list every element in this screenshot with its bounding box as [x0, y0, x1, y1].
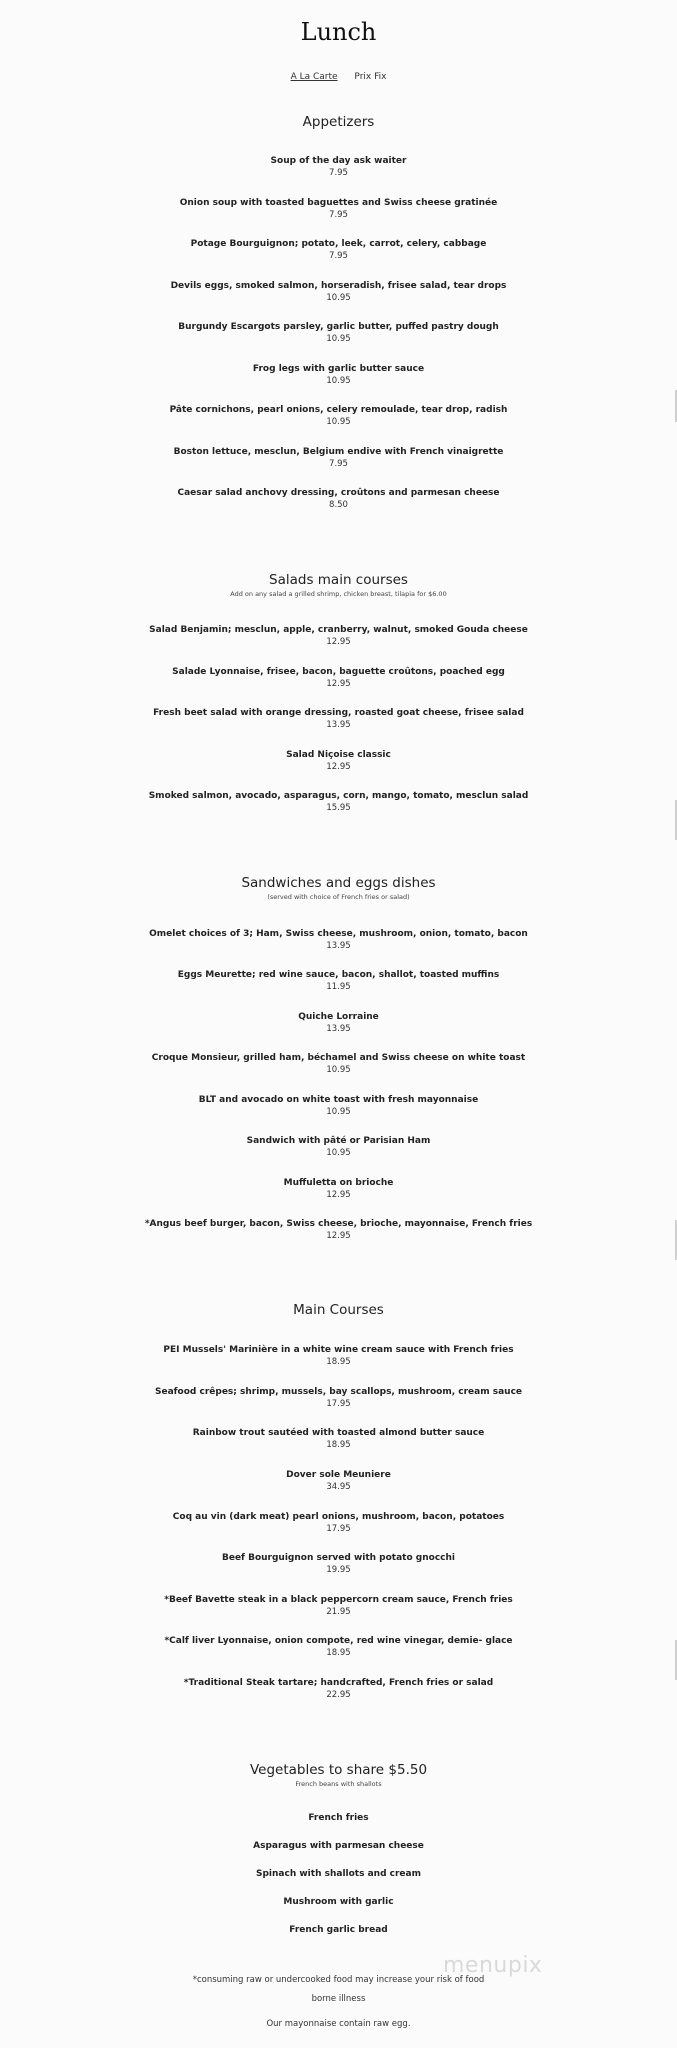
item-price: 34.95 [326, 1482, 351, 1492]
item-name: Salad Benjamin; mesclun, apple, cranberry, walnut, smoked Gouda cheese [149, 625, 528, 635]
menu-item [0, 790, 677, 815]
item-name: Soup of the day ask waiter [270, 156, 407, 166]
menu-item [0, 1094, 677, 1119]
menu-item [0, 1052, 677, 1077]
menu-item [0, 749, 677, 774]
appetizers-heading: Appetizers [302, 114, 375, 130]
menu-item [0, 928, 677, 953]
item-price: 12.95 [326, 762, 351, 772]
item-name: BLT and avocado on white toast with fresh mayonnaise [198, 1095, 479, 1105]
item-name: Quiche Lorraine [298, 1012, 379, 1022]
menu-item [0, 1635, 677, 1660]
item-name: *Traditional Steak tartare; handcrafted, French fries or salad [183, 1678, 494, 1688]
main-courses-section [0, 1301, 677, 1319]
tab-prix-fix[interactable]: Prix Fix [354, 72, 387, 82]
item-name: Seafood crêpes; shrimp, mussels, bay scallops, mushroom, cream sauce [154, 1387, 523, 1397]
sandwiches-note: (served with choice of French fries or salad) [267, 893, 410, 901]
menu-item [0, 446, 677, 471]
item-price: 13.95 [326, 1024, 351, 1034]
menu-item [0, 487, 677, 512]
item-price: 10.95 [326, 376, 351, 386]
main-courses-heading: Main Courses [293, 1302, 384, 1318]
item-price: 7.95 [329, 459, 348, 469]
menu-item [0, 707, 677, 732]
vegetable-item: Mushroom with garlic [283, 1897, 394, 1907]
item-name: Coq au vin (dark meat) pearl onions, mushroom, bacon, potatoes [172, 1512, 505, 1522]
vegetables-note: French beans with shallots [295, 1780, 382, 1788]
item-price: 17.95 [326, 1524, 351, 1534]
item-name: Fresh beet salad with orange dressing, roasted goat cheese, frisee salad [153, 708, 524, 718]
appetizers-section [0, 113, 677, 131]
menupix-watermark: menupix [443, 1953, 543, 1978]
item-price: 19.95 [326, 1565, 351, 1575]
item-name: Rainbow trout sautéed with toasted almond butter sauce [192, 1428, 485, 1438]
item-name: Pâte cornichons, pearl onions, celery remoulade, tear drop, radish [169, 405, 508, 415]
item-price: 10.95 [326, 293, 351, 303]
item-name: Burgundy Escargots parsley, garlic butter, puffed pastry dough [178, 322, 499, 332]
item-price: 18.95 [326, 1440, 351, 1450]
item-name: Devils eggs, smoked salmon, horseradish, frisee salad, tear drops [170, 281, 507, 291]
item-price: 10.95 [326, 1065, 351, 1075]
menu-tabs [0, 72, 677, 82]
menu-item [0, 1469, 677, 1494]
sandwiches-section [0, 874, 677, 902]
item-price: 11.95 [326, 982, 351, 992]
item-price: 12.95 [326, 637, 351, 647]
item-name: Dover sole Meuniere [286, 1470, 391, 1480]
item-name: Boston lettuce, mesclun, Belgium endive with French vinaigrette [173, 447, 504, 457]
menu-item [0, 969, 677, 994]
item-name: Onion soup with toasted baguettes and Swiss cheese gratinée [179, 198, 498, 208]
item-name: Salade Lyonnaise, frisee, bacon, baguette croûtons, poached egg [172, 667, 505, 677]
item-name: Caesar salad anchovy dressing, croûtons and parmesan cheese [177, 488, 500, 498]
item-name: Beef Bourguignon served with potato gnocchi [221, 1553, 455, 1563]
menu-item [0, 404, 677, 429]
item-price: 10.95 [326, 1148, 351, 1158]
item-name: *Beef Bavette steak in a black peppercorn cream sauce, French fries [164, 1595, 513, 1605]
item-name: Smoked salmon, avocado, asparagus, corn, mango, tomato, mesclun salad [148, 791, 529, 801]
vegetable-item: French fries [308, 1813, 369, 1823]
item-price: 12.95 [326, 1190, 351, 1200]
menu-item [0, 1386, 677, 1411]
vegetables-section [0, 1761, 677, 1789]
item-price: 22.95 [326, 1690, 351, 1700]
item-price: 18.95 [326, 1357, 351, 1367]
raw-food-warning: *consuming raw or undercooked food may increase your risk of food [192, 1975, 485, 1985]
item-name: Eggs Meurette; red wine sauce, bacon, shallot, toasted muffins [177, 970, 500, 980]
menu-item [0, 238, 677, 263]
item-price: 15.95 [326, 803, 351, 813]
item-name: Potage Bourguignon; potato, leek, carrot, celery, cabbage [190, 239, 487, 249]
sandwiches-heading: Sandwiches and eggs dishes [241, 875, 436, 891]
item-name: Salad Niçoise classic [286, 750, 391, 760]
menu-item [0, 666, 677, 691]
menu-item [0, 1677, 677, 1702]
mayonnaise-note: Our mayonnaise contain raw egg. [266, 2019, 411, 2029]
page-title: Lunch [300, 18, 377, 46]
item-price: 10.95 [326, 417, 351, 427]
item-price: 12.95 [326, 1231, 351, 1241]
menu-item [0, 197, 677, 222]
item-price: 12.95 [326, 679, 351, 689]
menu-item [0, 1135, 677, 1160]
item-name: *Angus beef burger, bacon, Swiss cheese, brioche, mayonnaise, French fries [144, 1219, 533, 1229]
item-price: 10.95 [326, 334, 351, 344]
menu-item [0, 1177, 677, 1202]
item-price: 21.95 [326, 1607, 351, 1617]
salads-section [0, 571, 677, 599]
item-name: PEI Mussels' Marinière in a white wine cream sauce with French fries [163, 1345, 514, 1355]
item-price: 8.50 [329, 500, 348, 510]
menu-item [0, 321, 677, 346]
item-price: 10.95 [326, 1107, 351, 1117]
vegetable-item: Asparagus with parmesan cheese [253, 1841, 424, 1851]
item-name: Sandwich with pâté or Parisian Ham [246, 1136, 431, 1146]
item-price: 7.95 [329, 251, 348, 261]
item-price: 18.95 [326, 1648, 351, 1658]
menu-item [0, 1511, 677, 1536]
menu-item [0, 1344, 677, 1369]
menu-item [0, 1594, 677, 1619]
vegetable-item: French garlic bread [289, 1925, 388, 1935]
item-name: Muffuletta on brioche [283, 1178, 394, 1188]
salads-note: Add on any salad a grilled shrimp, chicken breast, tilapia for $6.00 [230, 590, 447, 598]
vegetable-item: Spinach with shallots and cream [256, 1869, 421, 1879]
vegetables-heading: Vegetables to share $5.50 [249, 1762, 428, 1778]
menu-item [0, 1552, 677, 1577]
item-price: 7.95 [329, 210, 348, 220]
menu-item [0, 624, 677, 649]
item-name: Frog legs with garlic butter sauce [252, 364, 425, 374]
item-price: 7.95 [329, 168, 348, 178]
item-price: 13.95 [326, 941, 351, 951]
item-name: Croque Monsieur, grilled ham, béchamel and Swiss cheese on white toast [151, 1053, 526, 1063]
raw-food-warning-cont: borne illness [311, 1994, 366, 2004]
item-price: 17.95 [326, 1399, 351, 1409]
menu-item [0, 1427, 677, 1452]
menu-item [0, 280, 677, 305]
salads-heading: Salads main courses [269, 572, 408, 588]
tab-a-la-carte[interactable]: A La Carte [290, 72, 338, 82]
menu-item [0, 1218, 677, 1243]
item-price: 13.95 [326, 720, 351, 730]
menu-item [0, 155, 677, 180]
item-name: *Calf liver Lyonnaise, onion compote, red wine vinegar, demie- glace [164, 1636, 513, 1646]
menu-item [0, 1011, 677, 1036]
menu-item [0, 363, 677, 388]
item-name: Omelet choices of 3; Ham, Swiss cheese, mushroom, onion, tomato, bacon [149, 929, 528, 939]
